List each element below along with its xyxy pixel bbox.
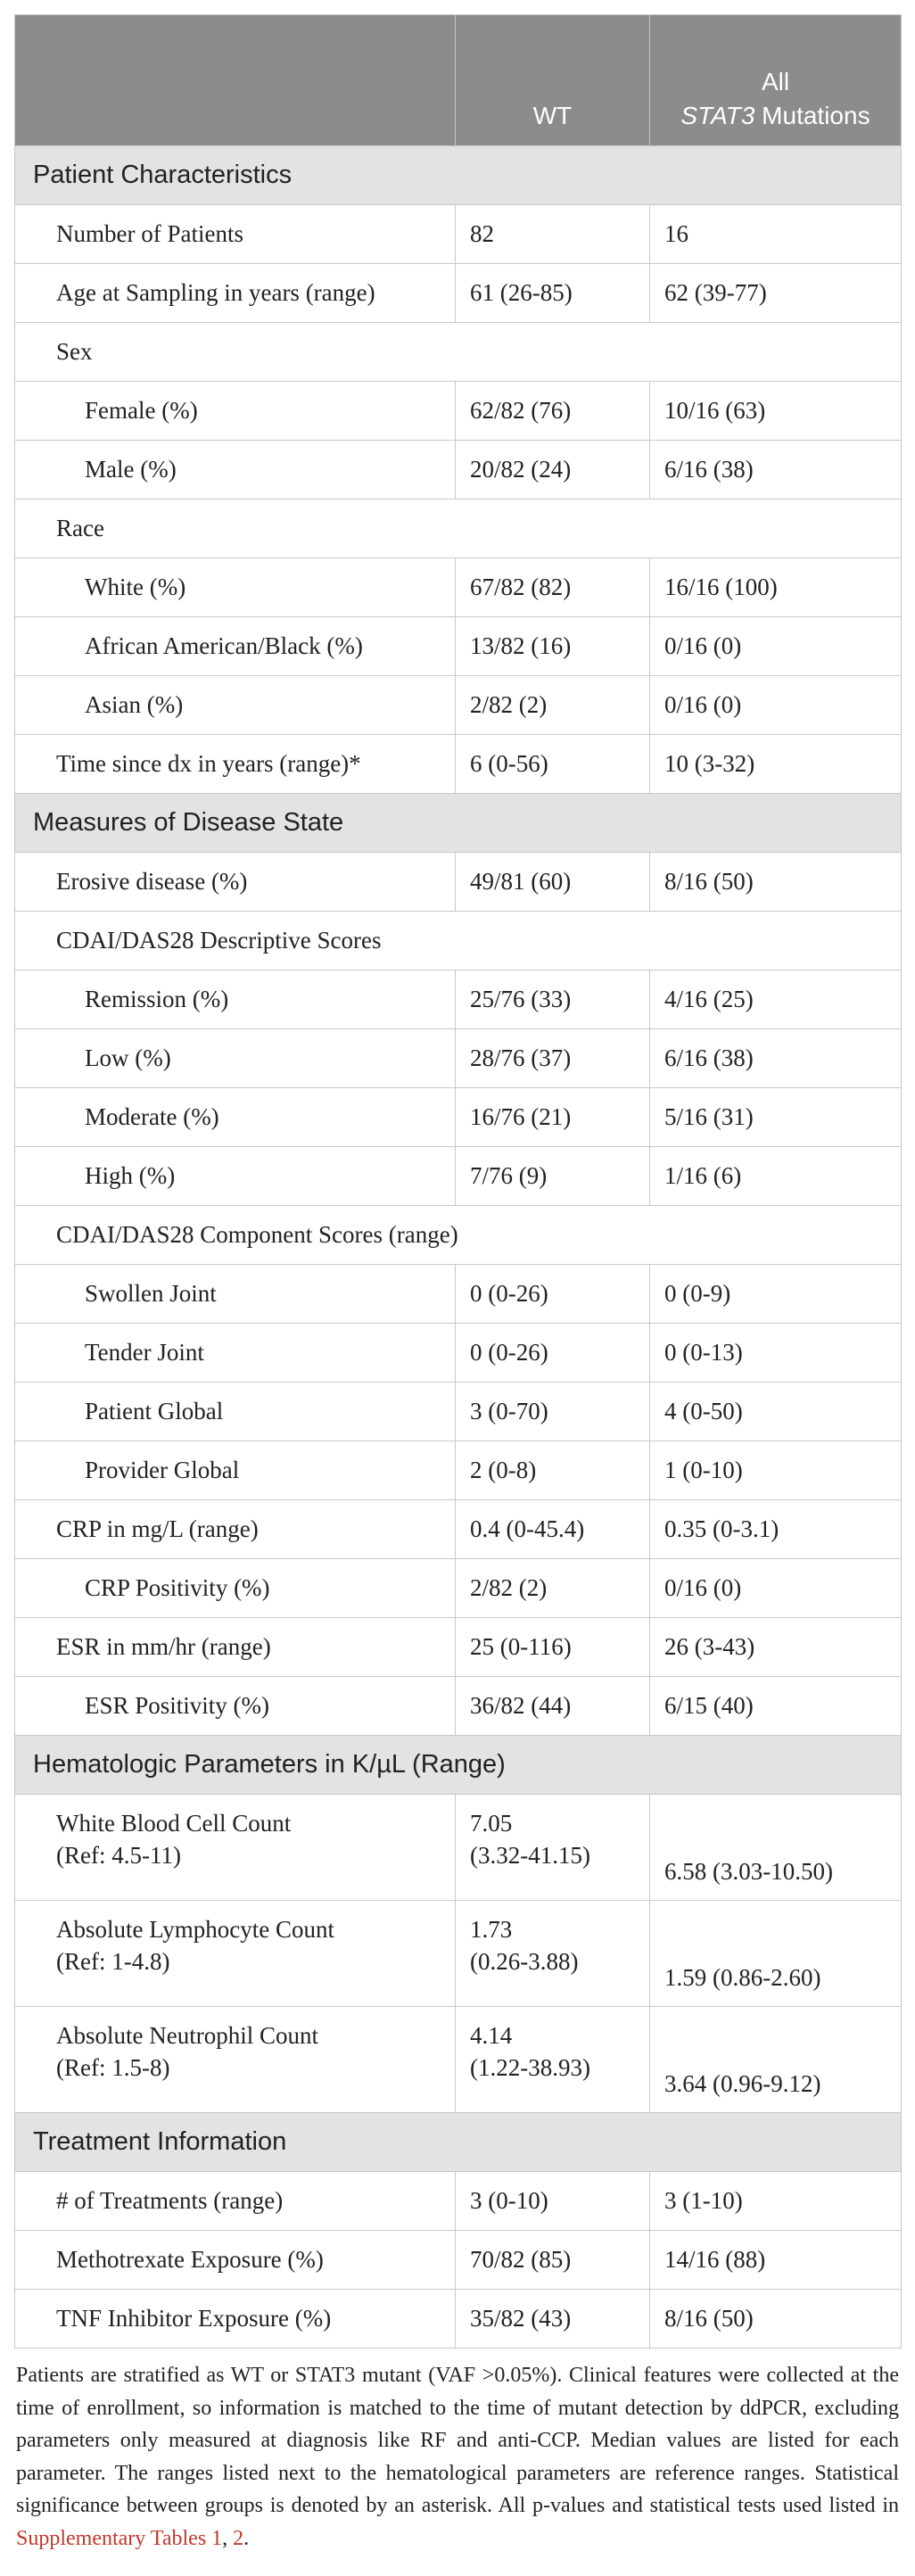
section-title: Hematologic Parameters in K/µL (Range) [15,1736,902,1795]
wt-value: 67/82 (82) [456,558,650,617]
section-title: Patient Characteristics [15,146,902,205]
stat3-mutation-value: 4 (0-50) [650,1383,902,1441]
row-label: Methotrexate Exposure (%) [15,2231,456,2290]
wt-value: 3 (0-10) [456,2172,650,2231]
wt-value: 70/82 (85) [456,2231,650,2290]
wt-value: 16/76 (21) [456,1088,650,1147]
stat3-mutation-value: 16 [650,205,902,264]
header-stat3-italic: STAT3 [680,102,755,129]
table-row [15,1147,902,1206]
header-stat3-mutations [650,15,902,146]
wt-median: 1.73 [470,1916,513,1943]
row-label: ESR in mm/hr (range) [15,1618,456,1677]
section-header-row [15,2113,902,2172]
row-label-line1: Absolute Neutrophil Count [56,2022,318,2049]
wt-value [456,2007,650,2113]
wt-value: 6 (0-56) [456,735,650,794]
table-row [15,1324,902,1383]
stat3-mutation-value: 0/16 (0) [650,676,902,735]
row-label-reference: (Ref: 4.5-11) [56,1842,181,1869]
table-row [15,1559,902,1618]
table-row [15,676,902,735]
row-label: White (%) [15,558,456,617]
wt-value: 36/82 (44) [456,1677,650,1736]
row-label: Moderate (%) [15,1088,456,1147]
wt-range: (1.22-38.93) [470,2054,590,2081]
table-row [15,1441,902,1500]
stat3-mutation-value: 3 (1-10) [650,2172,902,2231]
table-container [14,14,901,2576]
wt-value: 7/76 (9) [456,1147,650,1206]
row-label-line1: White Blood Cell Count [56,1810,292,1837]
stat3-mutation-value: 1/16 (6) [650,1147,902,1206]
wt-value: 25/76 (33) [456,970,650,1029]
stat3-mutation-value: 8/16 (50) [650,2290,902,2349]
stat3-mutation-value: 1.59 (0.86-2.60) [650,1901,902,2007]
wt-value: 2/82 (2) [456,676,650,735]
wt-value: 0 (0-26) [456,1324,650,1383]
table-row [15,1618,902,1677]
table-row [15,205,902,264]
table-header-row [15,15,902,146]
footnote-end: . [243,2526,250,2550]
stat3-mutation-value: 0 (0-13) [650,1324,902,1383]
wt-value: 82 [456,205,650,264]
row-label: CRP Positivity (%) [15,1559,456,1618]
row-label: CRP in mg/L (range) [15,1500,456,1559]
wt-value: 61 (26-85) [456,264,650,323]
table-row [15,264,902,323]
wt-value: 62/82 (76) [456,382,650,441]
row-label: TNF Inhibitor Exposure (%) [15,2290,456,2349]
table-row [15,441,902,500]
wt-value: 35/82 (43) [456,2290,650,2349]
wt-value [456,1795,650,1901]
wt-value: 20/82 (24) [456,441,650,500]
row-label: Low (%) [15,1029,456,1088]
wt-value: 28/76 (37) [456,1029,650,1088]
stat3-mutation-value: 14/16 (88) [650,2231,902,2290]
table-row [15,2290,902,2349]
table-footnote [14,2359,901,2555]
row-label: # of Treatments (range) [15,2172,456,2231]
row-label: Male (%) [15,441,456,500]
table-row [15,500,902,558]
footnote-separator: , [222,2526,234,2550]
stat3-mutation-value: 10/16 (63) [650,382,902,441]
table-row [15,1677,902,1736]
row-label: Provider Global [15,1441,456,1500]
table-row [15,2172,902,2231]
table-row [15,970,902,1029]
table-row [15,912,902,970]
table-row [15,1383,902,1441]
wt-range: (0.26-3.88) [470,1948,579,1975]
wt-value: 3 (0-70) [456,1383,650,1441]
stat3-mutation-value: 3.64 (0.96-9.12) [650,2007,902,2113]
row-label: Age at Sampling in years (range) [15,264,456,323]
row-label: High (%) [15,1147,456,1206]
wt-value: 13/82 (16) [456,617,650,676]
table-body [15,146,902,2349]
row-label-line1: Absolute Lymphocyte Count [56,1916,334,1943]
row-label: Tender Joint [15,1324,456,1383]
table-row [15,735,902,794]
footnote-link-supplementary-table-2[interactable]: 2 [233,2526,244,2550]
wt-value: 2/82 (2) [456,1559,650,1618]
wt-value: 0 (0-26) [456,1265,650,1324]
row-label: African American/Black (%) [15,617,456,676]
section-header-row [15,146,902,205]
stat3-mutation-value: 0 (0-9) [650,1265,902,1324]
row-label-reference: (Ref: 1.5-8) [56,2054,170,2081]
table-row [15,1206,902,1265]
stat3-mutation-value: 6/15 (40) [650,1677,902,1736]
wt-range: (3.32-41.15) [470,1842,590,1869]
row-label: CDAI/DAS28 Component Scores (range) [15,1206,902,1265]
patient-characteristics-table [14,14,902,2349]
table-row [15,323,902,382]
row-label [15,1795,456,1901]
table-row [15,2007,902,2113]
stat3-mutation-value: 16/16 (100) [650,558,902,617]
wt-value: 25 (0-116) [456,1618,650,1677]
wt-median: 7.05 [470,1810,513,1837]
header-empty-cell [15,15,456,146]
wt-value: 0.4 (0-45.4) [456,1500,650,1559]
stat3-mutation-value: 1 (0-10) [650,1441,902,1500]
row-label [15,1901,456,2007]
table-row [15,1088,902,1147]
table-row [15,617,902,676]
row-label [15,2007,456,2113]
wt-value: 2 (0-8) [456,1441,650,1500]
table-row [15,2231,902,2290]
table-row [15,1795,902,1901]
stat3-mutation-value: 62 (39-77) [650,264,902,323]
row-label: ESR Positivity (%) [15,1677,456,1736]
row-label: Race [15,500,902,558]
row-label-reference: (Ref: 1-4.8) [56,1948,170,1975]
table-row [15,853,902,912]
stat3-mutation-value: 6/16 (38) [650,441,902,500]
header-wt: WT [456,15,650,146]
wt-median: 4.14 [470,2022,513,2049]
header-all-label: All [761,68,790,95]
row-label: Asian (%) [15,676,456,735]
row-label: CDAI/DAS28 Descriptive Scores [15,912,902,970]
stat3-mutation-value: 8/16 (50) [650,853,902,912]
section-header-row [15,794,902,853]
row-label: Patient Global [15,1383,456,1441]
row-label: Female (%) [15,382,456,441]
row-label: Number of Patients [15,205,456,264]
stat3-mutation-value: 6/16 (38) [650,1029,902,1088]
stat3-mutation-value: 0/16 (0) [650,1559,902,1618]
row-label: Time since dx in years (range)* [15,735,456,794]
table-row [15,1901,902,2007]
table-row [15,382,902,441]
section-title: Treatment Information [15,2113,902,2172]
section-header-row [15,1736,902,1795]
row-label: Swollen Joint [15,1265,456,1324]
footnote-link-supplementary-tables-1[interactable]: Supplementary Tables 1 [16,2526,223,2550]
row-label: Erosive disease (%) [15,853,456,912]
stat3-mutation-value: 0/16 (0) [650,617,902,676]
section-title: Measures of Disease State [15,794,902,853]
stat3-mutation-value: 5/16 (31) [650,1088,902,1147]
wt-value [456,1901,650,2007]
row-label: Remission (%) [15,970,456,1029]
stat3-mutation-value: 10 (3-32) [650,735,902,794]
stat3-mutation-value: 4/16 (25) [650,970,902,1029]
stat3-mutation-value: 0.35 (0-3.1) [650,1500,902,1559]
table-row [15,1500,902,1559]
row-label: Sex [15,323,902,382]
wt-value: 49/81 (60) [456,853,650,912]
footnote-text: Patients are stratified as WT or STAT3 mutant (VAF >0.05%). Clinical features were collected at the time of enrollment, so information is matched to the time of mutant detection by ddPCR, excluding parameters only measured at diagnosis like RF and anti-CCP. Median values are listed for each parameter. The ranges listed next to the hematological parameters are reference ranges. Statistical significance between groups is denoted by an asterisk. All p-values and statistical tests used listed in [16,2364,899,2517]
stat3-mutation-value: 26 (3-43) [650,1618,902,1677]
table-row [15,1265,902,1324]
table-row [15,1029,902,1088]
header-mutations-label: Mutations [754,102,870,129]
stat3-mutation-value: 6.58 (3.03-10.50) [650,1795,902,1901]
table-row [15,558,902,617]
